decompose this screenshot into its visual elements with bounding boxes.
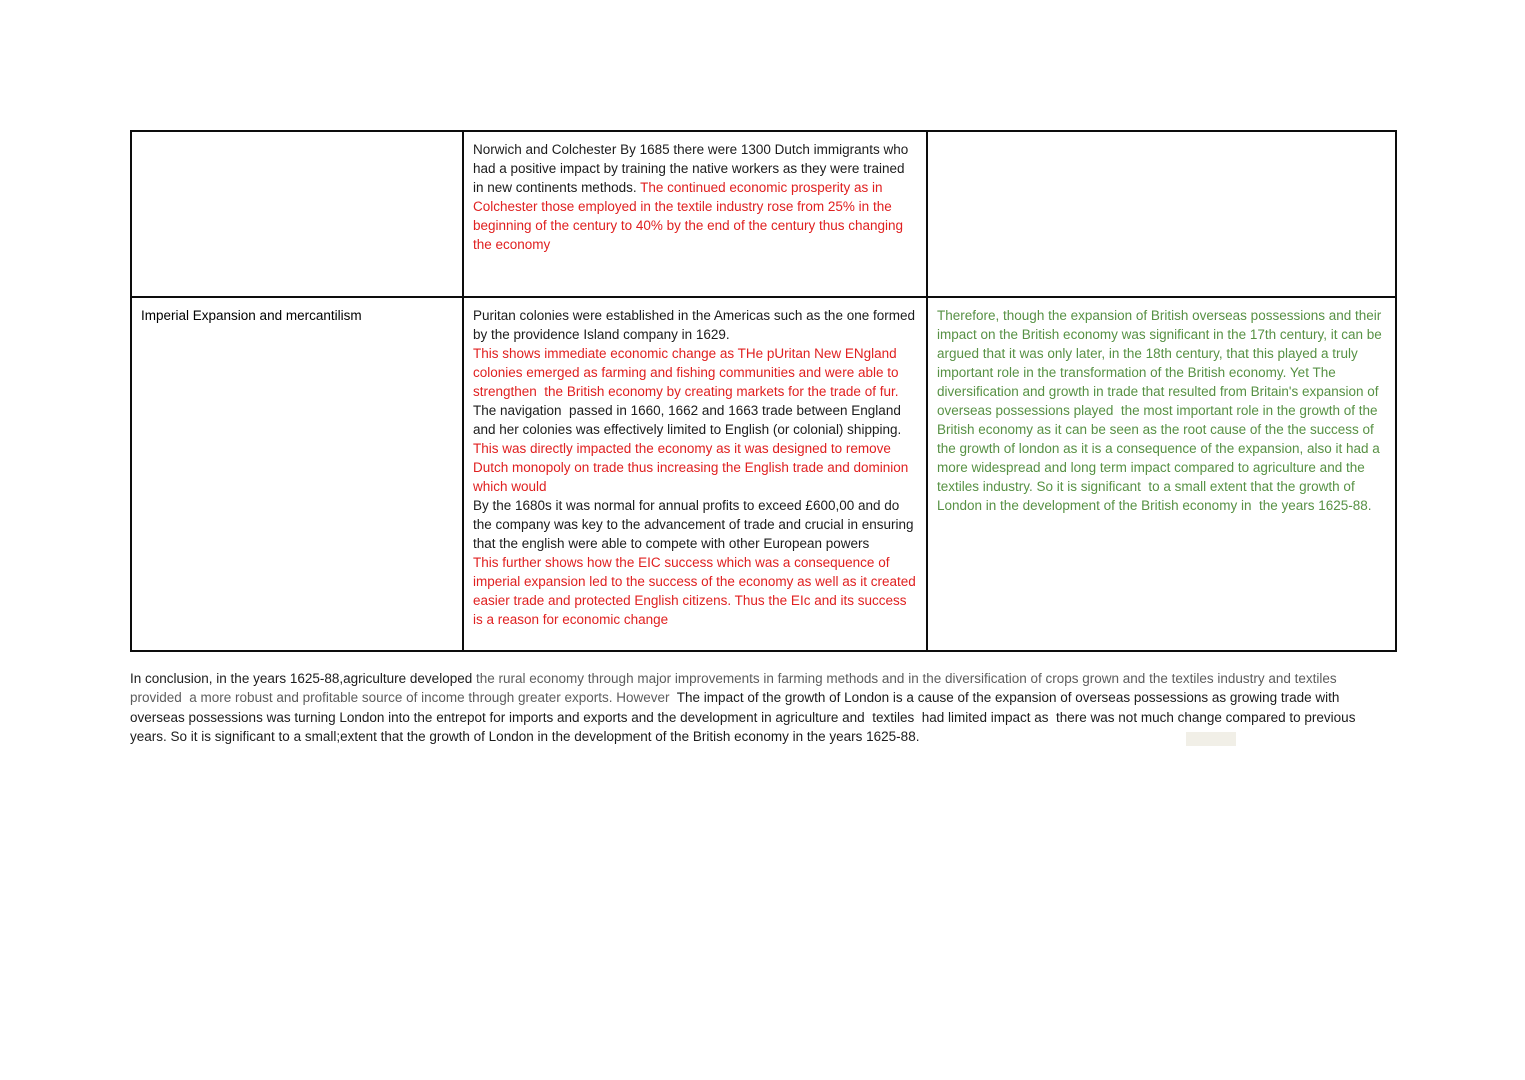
text-segment-black: In conclusion, in the years 1625-88,agriculture developed: [130, 671, 476, 686]
highlight-artifact: [1186, 732, 1236, 746]
cell-textiles-judgement: [927, 131, 1396, 297]
text-segment-black: By the 1680s it was normal for annual profits to exceed £600,00 and do the company was key to the advancement of trade and crucial in ensuring that the english were able to compete with other European powers: [473, 498, 918, 551]
cell-imperial-topic: Imperial Expansion and mercantilism: [131, 297, 463, 651]
text-segment-red: The continued economic prosperity as in Colchester those employed in the textile industry rose from 25% in the beginning of the century to 40% by the end of the century thus changing the economy: [473, 180, 907, 252]
essay-notes-table: [130, 130, 1397, 652]
text-segment-green: Therefore, though the expansion of British overseas possessions and their impact on the British economy was significant in the 17th century, it can be argued that it was only later, in the 18th century, that this played a truly important role in the transformation of the British economy. Yet The diversification and growth in trade that resulted from Britain's expansion of overseas possessions played the most important role in the growth of the British economy as it can be seen as the root cause of the the success of the growth of london as it is a consequence of the expansion, also it had a more widespread and long term impact compared to agriculture and the textiles industry. So it is significant to a small extent that the growth of London in the development of the British economy in the years 1625-88.: [937, 308, 1386, 513]
text-segment-red: This further shows how the EIC success which was a consequence of imperial expansion led to the success of the economy as well as it created easier trade and protected English citizens. Thus the EIc and its success is a reason for economic change: [473, 555, 920, 627]
text-segment-black: Norwich and Colchester By 1685 there were 1300 Dutch immigrants who had a positive impact by training the native workers as they were trained in new continents methods.: [473, 142, 912, 195]
cell-textiles-evidence: [463, 131, 927, 297]
text-segment-black: The impact of the growth of London is a cause of the expansion of overseas possessions as growing trade with overseas possessions was turning London into the entrepot for imports and exports and the development in agriculture and textiles had limited impact as there was not much change compared to previous years. So it is significant to a small;extent that the growth of London in the development of the British economy in the years 1625-88.: [130, 690, 1360, 744]
table-row-imperial-expansion: [131, 297, 1396, 651]
cell-imperial-evidence: [463, 297, 927, 651]
text-segment-red: This shows immediate economic change as THe pUritan New ENgland colonies emerged as farming and fishing communities and were able to strengthen the British economy by creating markets for the trade of fur.: [473, 346, 903, 399]
cell-imperial-judgement: [927, 297, 1396, 651]
text-segment-red: This was directly impacted the economy as it was designed to remove Dutch monopoly on trade thus increasing the English trade and dominion which would: [473, 441, 913, 494]
text-segment-gray: the rural economy through major improvements in farming methods and in the diversification of crops grown and the textiles industry and textiles provided a more robust and profitable source of income through greater exports. However: [130, 671, 1341, 706]
cell-textiles-topic: [131, 131, 463, 297]
text-segment-black: Puritan colonies were established in the Americas such as the one formed by the providence Island company in 1629.: [473, 308, 919, 342]
table-row-textiles: [131, 131, 1396, 297]
text-segment-black: The navigation passed in 1660, 1662 and 1663 trade between England and her colonies was effectively limited to English (or colonial) shipping.: [473, 403, 905, 437]
